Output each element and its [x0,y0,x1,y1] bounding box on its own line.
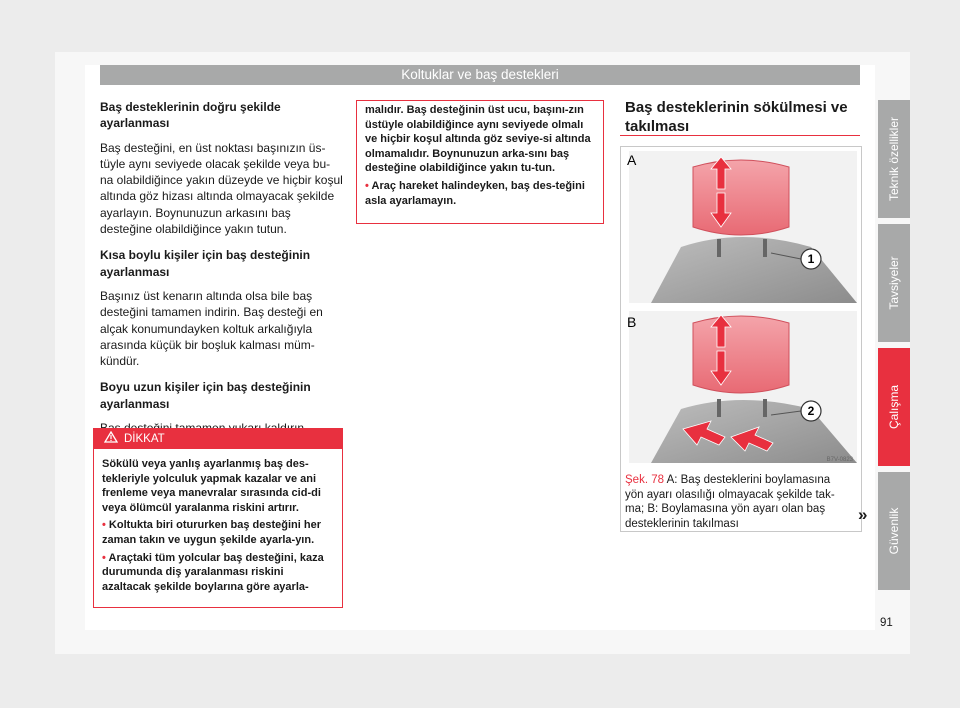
section-heading: Boyu uzun kişiler için baş desteğinin ayarlanması [100,380,311,411]
headrest-post [763,399,767,417]
panel-b-label: B [627,314,637,330]
bullet-text: Koltukta biri otururken baş desteğini her zaman takın ve uygun şekilde ayarla-yın. [102,519,322,546]
section-heading: Kısa boylu kişiler için baş desteğinin ayarlanması [100,248,311,279]
continue-mark: » [858,505,868,524]
tab-label: Çalışma [887,384,901,430]
tab-guvenlik[interactable] [878,472,910,590]
warning-text: Sökülü veya yanlış ayarlanmış baş des-tekleriyle yolculuk yapmak kazalar ve ani frenleme veya manevralar sırasında cid-di veya ölümcül yaralanma riskini artırır. [102,458,321,514]
warning-header [94,429,342,449]
bullet-text: Araçtaki tüm yolcular baş desteğini, kaza durumunda diş yaralanması riskini azaltacak şekilde boylarına göre ayarla- [102,551,324,593]
tab-tavsiyeler[interactable] [878,224,910,342]
page-number: 91 [880,617,893,629]
left-column [100,99,343,444]
tab-label: Teknik özellikler [887,116,901,202]
headrest-b [693,316,789,393]
caption-label: Şek. 78 [625,474,664,486]
headrest-post [763,239,767,257]
warning-box-continued [356,100,604,224]
headrest-post [717,239,721,257]
caption-text: A: Baş desteklerini boylamasına yön ayarı olasılığı olmayacak şekilde tak-ma; B: Boylamasına yön ayarı olan baş desteklerinin takılması [625,474,835,530]
paragraph: Baş desteğini, en üst noktası başınızın üs-tüyle aynı seviyede olacak şekilde veya bu-na olabildiğince yakın düzeyde ve hiçbir koşul altında göz hizası altında olmayacak şekilde ayarlayın. Boynunuzun arkasını baş desteğine olabildiğince yakın tutun. [100,140,343,237]
callout-2-label: 2 [807,404,815,418]
warning-bullet [365,179,595,208]
section-title: Baş desteklerinin sökülmesi ve takılması [625,99,848,135]
headrest-post [717,399,721,417]
headrest-a [693,160,789,235]
tab-teknik-ozellikler[interactable] [878,100,910,218]
paragraph: Başınız üst kenarın altında olsa bile baş desteğini tamamen indirin. Baş desteği en alçak konumundayken koltuk arkalığıyla arasında küçük bir boşluk kalması müm-kündür. [100,288,323,369]
callout-1-label: 1 [807,252,815,266]
tab-calisma[interactable] [878,348,910,466]
warning-text: malıdır. Baş desteğinin üst ucu, başını-zın üstüyle olabildiğince aynı seviyede olmalı ve hiçbir koşul altında göz seviye-si altında olmamalıdır. Boynunuzun arka-sını baş desteğine olabildiğince yakın tu-tun. [365,104,591,175]
figure-caption [625,473,850,531]
figure-code: B7V-0823 [826,457,853,463]
divider [620,135,860,136]
warning-bullet [102,551,334,595]
bullet-icon: • [102,519,106,532]
warning-body [94,449,342,594]
bullet-icon: • [102,551,106,564]
warning-box [93,428,343,608]
headrest-illustration [621,147,861,467]
chapter-header: Koltuklar ve baş destekleri [100,65,860,85]
bullet-icon: • [365,179,369,192]
section-heading: Baş desteklerinin doğru şekilde ayarlanması [100,100,281,131]
tab-label: Tavsiyeler [887,256,901,310]
warning-triangle-icon [104,431,118,443]
bullet-text: Araç hareket halindeyken, baş des-teğini asla ayarlamayın. [365,179,585,207]
warning-body [357,101,603,208]
warning-title: DİKKAT [124,433,165,445]
panel-a-label: A [627,152,637,168]
warning-bullet [102,518,334,547]
tab-label: Güvenlik [887,507,901,555]
